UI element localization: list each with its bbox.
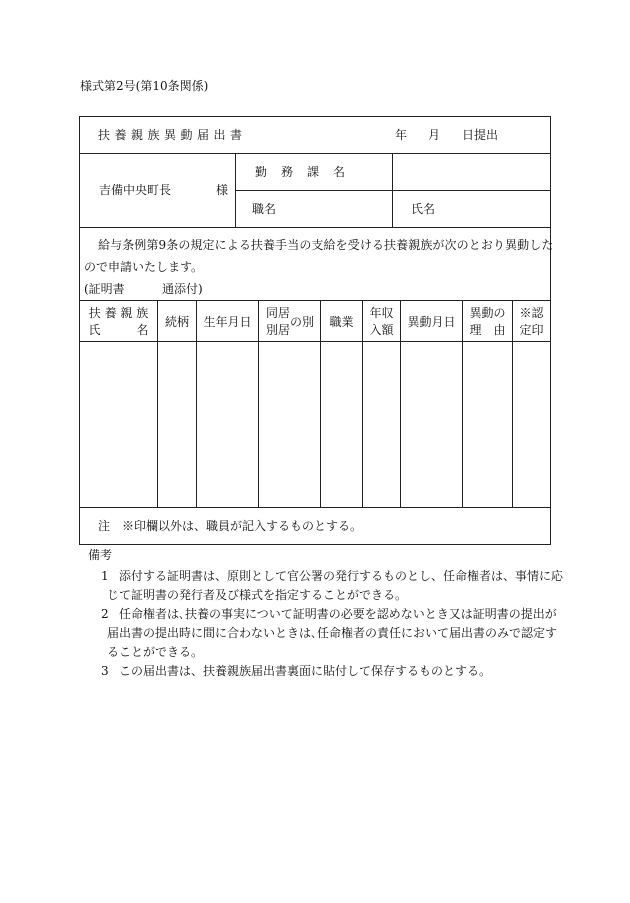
column-divider [320,300,321,507]
column-divider [196,300,197,507]
addressee: 吉備中央町長 [99,183,172,197]
statement-line-1: 給与条例第9条の規定による扶養手当の支給を受ける扶養親族が次のとおり異動した [98,238,554,252]
remark-2-number: 2 [101,607,109,621]
table-divider [235,153,236,227]
statement-line-2: ので申請いたします。 [84,260,204,274]
date-submit-label: 日提出 [462,128,499,142]
column-header-birthdate: 生年月日 [203,315,252,329]
table-divider [79,341,551,342]
remark-2-line-3: ることができる。 [107,645,204,659]
table-divider [392,153,393,227]
column-header-change-reason-1: 異動の [469,306,506,320]
table-divider [79,227,551,228]
column-divider [258,300,259,507]
job-title-label: 職名 [252,202,277,216]
column-header-approval-seal-1: ※認 [519,306,544,320]
table-border-bottom [79,544,551,545]
column-header-relationship: 続柄 [164,315,189,329]
column-header-occupation: 職業 [329,315,354,329]
column-header-dependent-name-1: 扶 養 親 族 [88,306,149,320]
column-divider [400,300,401,507]
column-divider [157,300,158,507]
column-header-cohabit-1: 同居 [266,306,291,320]
addressee-honorific: 様 [216,183,229,197]
column-header-change-date: 異動月日 [407,315,456,329]
form-number: 様式第2号(第10条関係) [80,79,209,93]
table-footnote: 注 ※印欄以外は、職員が記入するものとする。 [98,519,363,533]
date-month-label: 月 [428,128,441,142]
remark-3-number: 3 [101,664,109,678]
department-label: 勤 務 課 名 [255,165,347,179]
table-divider [79,300,551,301]
employee-name-label: 氏名 [411,202,436,216]
column-header-dependent-name-2: 氏 名 [88,323,149,337]
remark-3-line-1: この届出書は、扶養親族届出書裏面に貼付して保存するものとする。 [119,664,492,678]
date-year-label: 年 [395,128,408,142]
remark-1-line-1: 添付する証明書は、原則として官公署の発行するものとし、任命権者は、事情に応 [119,569,564,583]
remark-1-number: 1 [101,569,109,583]
column-header-income-2: 入額 [369,323,394,337]
remarks-heading: 備考 [88,548,113,562]
remark-1-line-2: じて証明書の発行者及び様式を指定することができる。 [107,588,408,602]
table-divider [235,190,551,191]
table-border-top [79,116,551,117]
form-title: 扶養親族異動届出書 [98,128,247,142]
certificate-open: (証明書 [84,282,125,296]
column-header-cohabit-suffix: の別 [290,315,315,329]
column-header-change-reason-2: 理 由 [469,323,506,337]
table-divider [79,507,551,508]
column-header-approval-seal-2: 定印 [519,323,544,337]
remark-2-line-2: 届出書の提出時に間に合わないときは､任命権者の責任において届出書のみで認定す [107,626,558,640]
table-divider [79,153,551,154]
table-border-right [550,116,551,545]
column-header-cohabit-2: 別居 [266,323,291,337]
column-header-income-1: 年収 [369,306,394,320]
certificate-close: 通添付) [162,282,203,296]
remark-2-line-1: 任命権者は､扶養の事実について証明書の必要を認めないとき又は証明書の提出が [119,607,557,621]
